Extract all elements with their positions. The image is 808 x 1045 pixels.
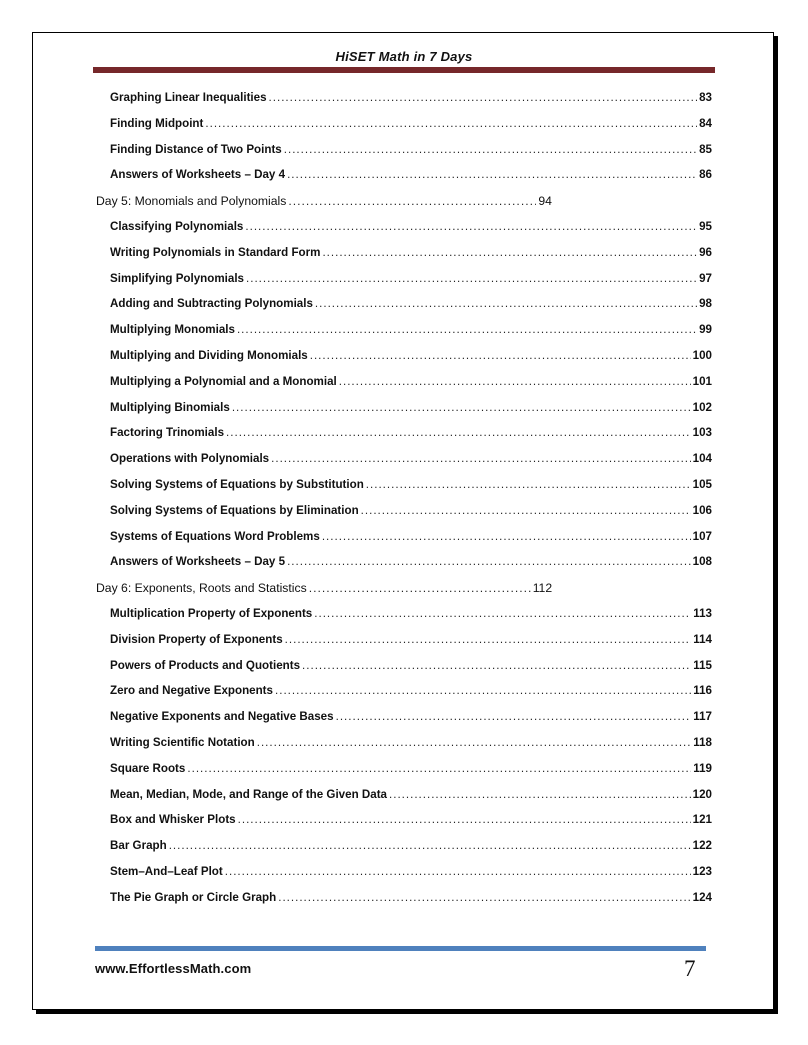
- toc-entry-page: 85: [699, 142, 712, 156]
- toc-entry[interactable]: [96, 762, 712, 788]
- toc-entry-page: 96: [699, 245, 712, 259]
- dot-leader: [275, 684, 691, 697]
- dot-leader: [366, 478, 691, 491]
- toc-entry-page: 104: [692, 452, 712, 466]
- toc-entry-title: Graphing Linear Inequalities: [110, 91, 267, 104]
- toc-entry-title: Stem–And–Leaf Plot: [110, 864, 223, 878]
- toc-entry[interactable]: [96, 220, 712, 246]
- toc-entry-page: 86: [699, 168, 712, 182]
- toc-entry-page: 117: [693, 710, 712, 724]
- toc-entry[interactable]: [96, 297, 712, 323]
- toc-entry-page: 124: [692, 890, 712, 904]
- toc-entry[interactable]: [96, 478, 712, 504]
- toc-entry-page: 114: [693, 632, 712, 646]
- toc-entry[interactable]: [96, 349, 712, 375]
- toc-entry[interactable]: [96, 375, 712, 401]
- toc-section-title: Day 5: Monomials and Polynomials: [96, 194, 287, 209]
- toc-entry[interactable]: [96, 504, 712, 530]
- toc-entry[interactable]: [96, 246, 712, 272]
- dot-leader: [232, 401, 691, 414]
- toc-entry-page: 102: [692, 400, 712, 414]
- toc-section-title: Day 6: Exponents, Roots and Statistics: [96, 581, 307, 596]
- dot-leader: [271, 452, 691, 465]
- dot-leader: [322, 246, 697, 259]
- toc-entry-title: Writing Scientific Notation: [110, 735, 255, 749]
- toc-entry-page: 122: [692, 839, 712, 853]
- page-shadow: [36, 1010, 778, 1014]
- toc-section-day-6[interactable]: [96, 581, 712, 607]
- toc-entry-page: 121: [692, 813, 712, 827]
- dot-leader: [237, 323, 697, 336]
- toc-entry[interactable]: [96, 168, 712, 194]
- toc-entry[interactable]: [96, 117, 712, 143]
- dot-leader: [310, 349, 691, 362]
- toc-entry-title: Powers of Products and Quotients: [110, 658, 301, 672]
- toc-entry-title: Classifying Polynomials: [110, 219, 244, 233]
- toc-entry-title: Negative Exponents and Negative Bases: [110, 710, 334, 724]
- toc-entry-title: Multiplying Monomials: [110, 323, 235, 337]
- dot-leader: [169, 839, 691, 852]
- toc-entry-title: The Pie Graph or Circle Graph: [110, 890, 277, 904]
- page-shadow: [774, 36, 778, 1014]
- toc-section-day-5[interactable]: [96, 194, 712, 220]
- toc-entry-page: 113: [693, 606, 712, 620]
- page-number: 7: [684, 956, 696, 981]
- running-header-title: HiSET Math in 7 Days: [335, 49, 473, 64]
- toc-entry[interactable]: [96, 891, 712, 917]
- toc-entry[interactable]: [96, 710, 712, 736]
- toc-entry-page: 115: [693, 658, 712, 672]
- toc-entry-page: 99: [699, 323, 712, 337]
- toc-entry-title: Answers of Worksheets – Day 4: [110, 168, 286, 182]
- dot-leader: [187, 762, 691, 775]
- toc-entry-title: Division Property of Exponents: [110, 632, 283, 646]
- toc-entry[interactable]: [96, 839, 712, 865]
- dot-leader: [226, 426, 691, 439]
- toc-entry-page: 103: [692, 426, 712, 440]
- toc-entry-page: 98: [699, 297, 712, 311]
- toc-entry-title: Finding Distance of Two Points: [110, 142, 282, 156]
- toc-entry-page: 106: [692, 503, 712, 517]
- toc-entry-page: 119: [693, 761, 712, 775]
- toc-entry-title: Answers of Worksheets – Day 5: [110, 555, 286, 569]
- dot-leader: [314, 607, 691, 620]
- dot-leader: [285, 633, 692, 646]
- dot-leader: [336, 710, 692, 723]
- toc-entry-title: Multiplication Property of Exponents: [110, 606, 313, 620]
- toc-entry-page: 108: [692, 555, 712, 569]
- toc-entry[interactable]: [96, 813, 712, 839]
- toc-entry-page: 120: [692, 787, 712, 801]
- toc-entry[interactable]: [96, 91, 712, 117]
- toc-entry-title: Multiplying a Polynomial and a Monomial: [110, 374, 337, 388]
- toc-entry-page: 107: [692, 529, 712, 543]
- toc-entry-title: Square Roots: [110, 761, 186, 775]
- toc-entry[interactable]: [96, 607, 712, 633]
- toc-entry[interactable]: [96, 426, 712, 452]
- toc-entry[interactable]: [96, 401, 712, 427]
- dot-leader: [225, 865, 691, 878]
- toc-entry[interactable]: [96, 659, 712, 685]
- dot-leader: [284, 143, 697, 156]
- toc-entry[interactable]: [96, 555, 712, 581]
- footer-rule: [95, 946, 706, 951]
- toc-entry-title: Multiplying Binomials: [110, 400, 230, 414]
- dot-leader: [302, 659, 691, 672]
- toc-entry-title: Mean, Median, Mode, and Range of the Given Data: [110, 787, 387, 801]
- toc-entry-page: 100: [692, 348, 712, 362]
- toc-entry[interactable]: [96, 633, 712, 659]
- dot-leader: [238, 813, 691, 826]
- toc-entry-title: Solving Systems of Equations by Elimination: [110, 503, 359, 517]
- dot-leader: [322, 530, 691, 543]
- dot-leader: [246, 272, 697, 285]
- toc-section-page: 112: [532, 581, 553, 596]
- toc-entry-page: 105: [692, 477, 712, 491]
- toc-entry[interactable]: [96, 323, 712, 349]
- dot-leader: [257, 736, 692, 749]
- toc-entry-title: Solving Systems of Equations by Substitution: [110, 477, 364, 491]
- toc-entry[interactable]: [96, 530, 712, 556]
- dot-leader: [278, 891, 690, 904]
- dot-leader: [389, 788, 691, 801]
- toc-entry-title: Adding and Subtracting Polynomials: [110, 297, 313, 311]
- dot-leader: [269, 91, 698, 104]
- toc-entry[interactable]: [96, 143, 712, 169]
- dot-leader: [315, 297, 697, 310]
- dot-leader: [361, 504, 691, 517]
- toc-entry-page: 83: [699, 91, 712, 104]
- toc-entry-title: Box and Whisker Plots: [110, 813, 236, 827]
- toc-entry-page: 84: [699, 116, 712, 130]
- toc-entry-title: Systems of Equations Word Problems: [110, 529, 320, 543]
- toc-entry-title: Multiplying and Dividing Monomials: [110, 348, 308, 362]
- dot-leader: [288, 194, 536, 208]
- toc-entry[interactable]: [96, 736, 712, 762]
- toc-entry-page: 123: [692, 864, 712, 878]
- toc-entry-title: Bar Graph: [110, 839, 167, 853]
- dot-leader: [339, 375, 691, 388]
- toc-entry-title: Factoring Trinomials: [110, 426, 225, 440]
- toc-entry[interactable]: [96, 684, 712, 710]
- toc-entry-page: 118: [693, 735, 712, 749]
- toc-entry-title: Simplifying Polynomials: [110, 271, 244, 285]
- toc-entry[interactable]: [96, 865, 712, 891]
- toc-entry-page: 101: [692, 374, 712, 388]
- toc-entry[interactable]: [96, 452, 712, 478]
- dot-leader: [245, 220, 697, 233]
- dot-leader: [287, 168, 697, 181]
- toc-entry-title: Finding Midpoint: [110, 116, 204, 130]
- table-of-contents: [96, 91, 712, 917]
- toc-entry-title: Zero and Negative Exponents: [110, 684, 273, 698]
- toc-section-page: 94: [538, 194, 552, 209]
- toc-entry[interactable]: [96, 788, 712, 814]
- toc-entry-page: 95: [699, 219, 712, 233]
- toc-entry-page: 97: [699, 271, 712, 285]
- toc-entry-title: Writing Polynomials in Standard Form: [110, 245, 321, 259]
- toc-entry-page: 116: [693, 684, 712, 698]
- dot-leader: [309, 581, 531, 595]
- toc-entry[interactable]: [96, 272, 712, 298]
- footer-website[interactable]: www.EffortlessMath.com: [95, 961, 252, 976]
- dot-leader: [287, 555, 691, 568]
- dot-leader: [205, 117, 697, 130]
- header-rule: [93, 67, 715, 73]
- toc-entry-title: Operations with Polynomials: [110, 452, 270, 466]
